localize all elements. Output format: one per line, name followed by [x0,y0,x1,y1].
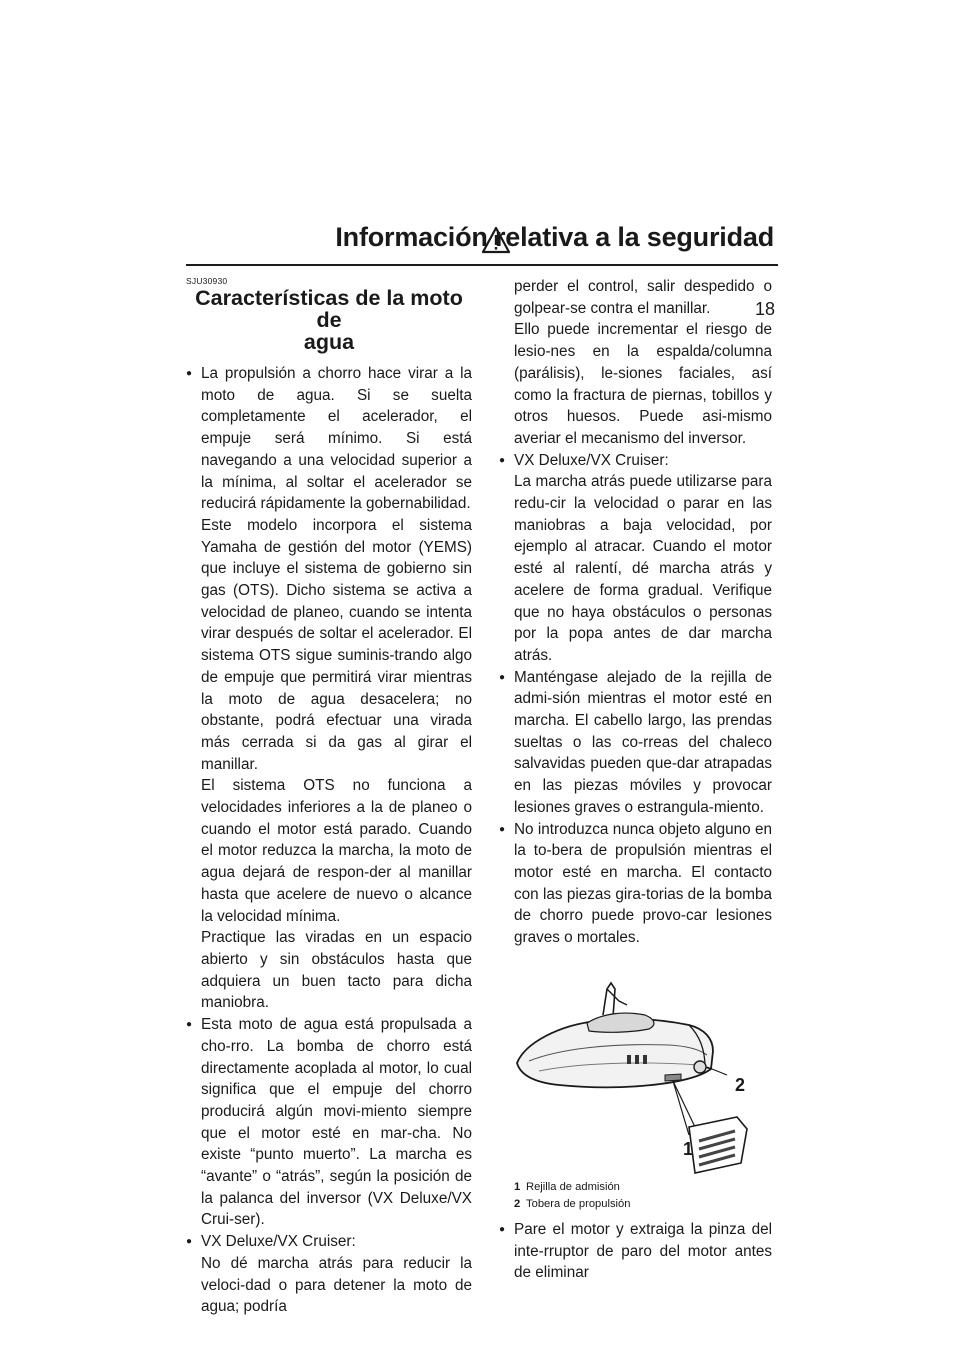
bullet-icon: ● [499,1223,506,1235]
bullet-item [499,450,772,667]
bullet-paragraph: No dé marcha atrás para reducir la veloci-dad o para detener la moto de agua; podría [201,1254,472,1316]
reference-code: SJU30930 [186,276,228,286]
bullet-text: La propulsión a chorro hace virar a la moto de agua. Si se suelta completamente el acelerador, el empuje será mínimo. Si está navegando a una velocidad superior a la mínima, al soltar el acelerador se reducirá rápidamente la gobernabilidad. [201,365,472,513]
watercraft-figure [499,959,772,1179]
caption-text: Rejilla de admisión [526,1180,620,1193]
bullet-text: No introduzca nunca objeto alguno en la to-bera de propulsión mientras el motor esté en marcha. El contacto con las piezas gira-torias de la bomba de chorro puede provo-car lesiones graves o mortales. [514,820,772,947]
bullet-item [499,667,772,819]
bullet-paragraph: El sistema OTS no funciona a velocidades inferiores a la de planeo o cuando el motor está parado. Cuando el motor reduzca la marcha, la moto de agua dejará de respon-der al manillar hasta que acelere de nuevo o alcance la velocidad mínima. [201,777,472,925]
bullet-text: Pare el motor y extraiga la pinza del inte-rruptor de paro del motor antes de eliminar [514,1220,772,1282]
continued-paragraph: perder el control, salir despedido o golpear-se contra el manillar. [514,278,772,317]
caption-line [514,1196,772,1213]
bullet-paragraph: La marcha atrás puede utilizarse para redu-cir la velocidad o parar en las maniobras a baja velocidad, por ejemplo al atracar. Cuando el motor esté al ralentí, dé marcha atrás y acelere de forma gradual. Verifique que no haya obstáculos o personas por la popa antes de dar marcha atrás. [514,473,772,664]
bullet-icon: ● [186,368,193,379]
bullet-paragraph: Practique las viradas en un espacio abierto y sin obstáculos hasta que adquiera un buen tacto para dicha maniobra. [201,929,472,1012]
bullet-text: VX Deluxe/VX Cruiser: [514,451,669,469]
bullet-icon: ● [186,1236,193,1248]
caption-number: 2 [514,1197,521,1210]
bullet-item [186,363,472,1014]
bullet-icon: ● [186,1019,193,1031]
bullet-icon: ● [499,671,506,683]
figure-caption [499,1179,772,1213]
bullet-icon: ● [499,454,506,466]
left-column [186,276,472,1318]
right-column [499,276,772,1284]
page-number: 18 [755,299,776,319]
bullet-item [499,1219,772,1284]
caption-number: 1 [514,1180,521,1193]
bullet-text: VX Deluxe/VX Cruiser: [201,1233,356,1251]
bullet-item [186,1231,472,1318]
caption-line [514,1179,772,1196]
bullet-item [186,1014,472,1231]
caption-text: Tobera de propulsión [526,1197,631,1210]
section-title [186,287,472,353]
bullet-item [499,819,772,949]
continued-paragraph: Ello puede incrementar el riesgo de lesio-nes en la espalda/columna (parálisis), le-siones faciales, así como la fractura de piernas, tobillos y otros huesos. Puede asi-mismo averiar el mecanismo del inversor. [514,321,772,447]
section-title-line-1: Características de la moto de [195,286,463,332]
bullet-icon: ● [499,823,506,835]
header-title: Información relativa a la seguridad [335,222,774,252]
page-header [186,222,778,266]
bullet-paragraph: Este modelo incorpora el sistema Yamaha de gestión del motor (YEMS) que incluye el sistema de gobierno sin gas (OTS). Dicho sistema se activa a velocidad de planeo, cuando se intenta virar después de soltar el acelerador. El sistema OTS sigue suminis-trando algo de empuje que permitirá virar mientras la moto de agua desacelera; no obstante, podrá efectuar una virada más cerrada si da gas al girar el manillar. [201,516,472,773]
callout-label-1: 1 [683,1138,694,1159]
section-title-line-2: agua [303,330,355,354]
bullet-text: Manténgase alejado de la rejilla de admi-sión mientras el motor esté en marcha. El cabello largo, las prendas sueltas o las co-rreas del chaleco salvavidas pueden que-dar atrapadas en las piezas móviles y provocar lesiones graves o estrangula-miento. [514,668,772,816]
callout-label-2: 2 [735,1074,746,1095]
bullet-text: Esta moto de agua está propulsada a cho-rro. La bomba de chorro está directamente acoplada al motor, lo cual significa que el empuje del chorro producirá algún movi-miento siempre que el motor esté en mar-cha. No existe “punto muerto”. La marcha es “avante” o “atrás”, según la posición de la palanca del inversor (VX Deluxe/VX Crui-ser). [201,1016,472,1229]
watercraft-illustration [499,959,772,1179]
